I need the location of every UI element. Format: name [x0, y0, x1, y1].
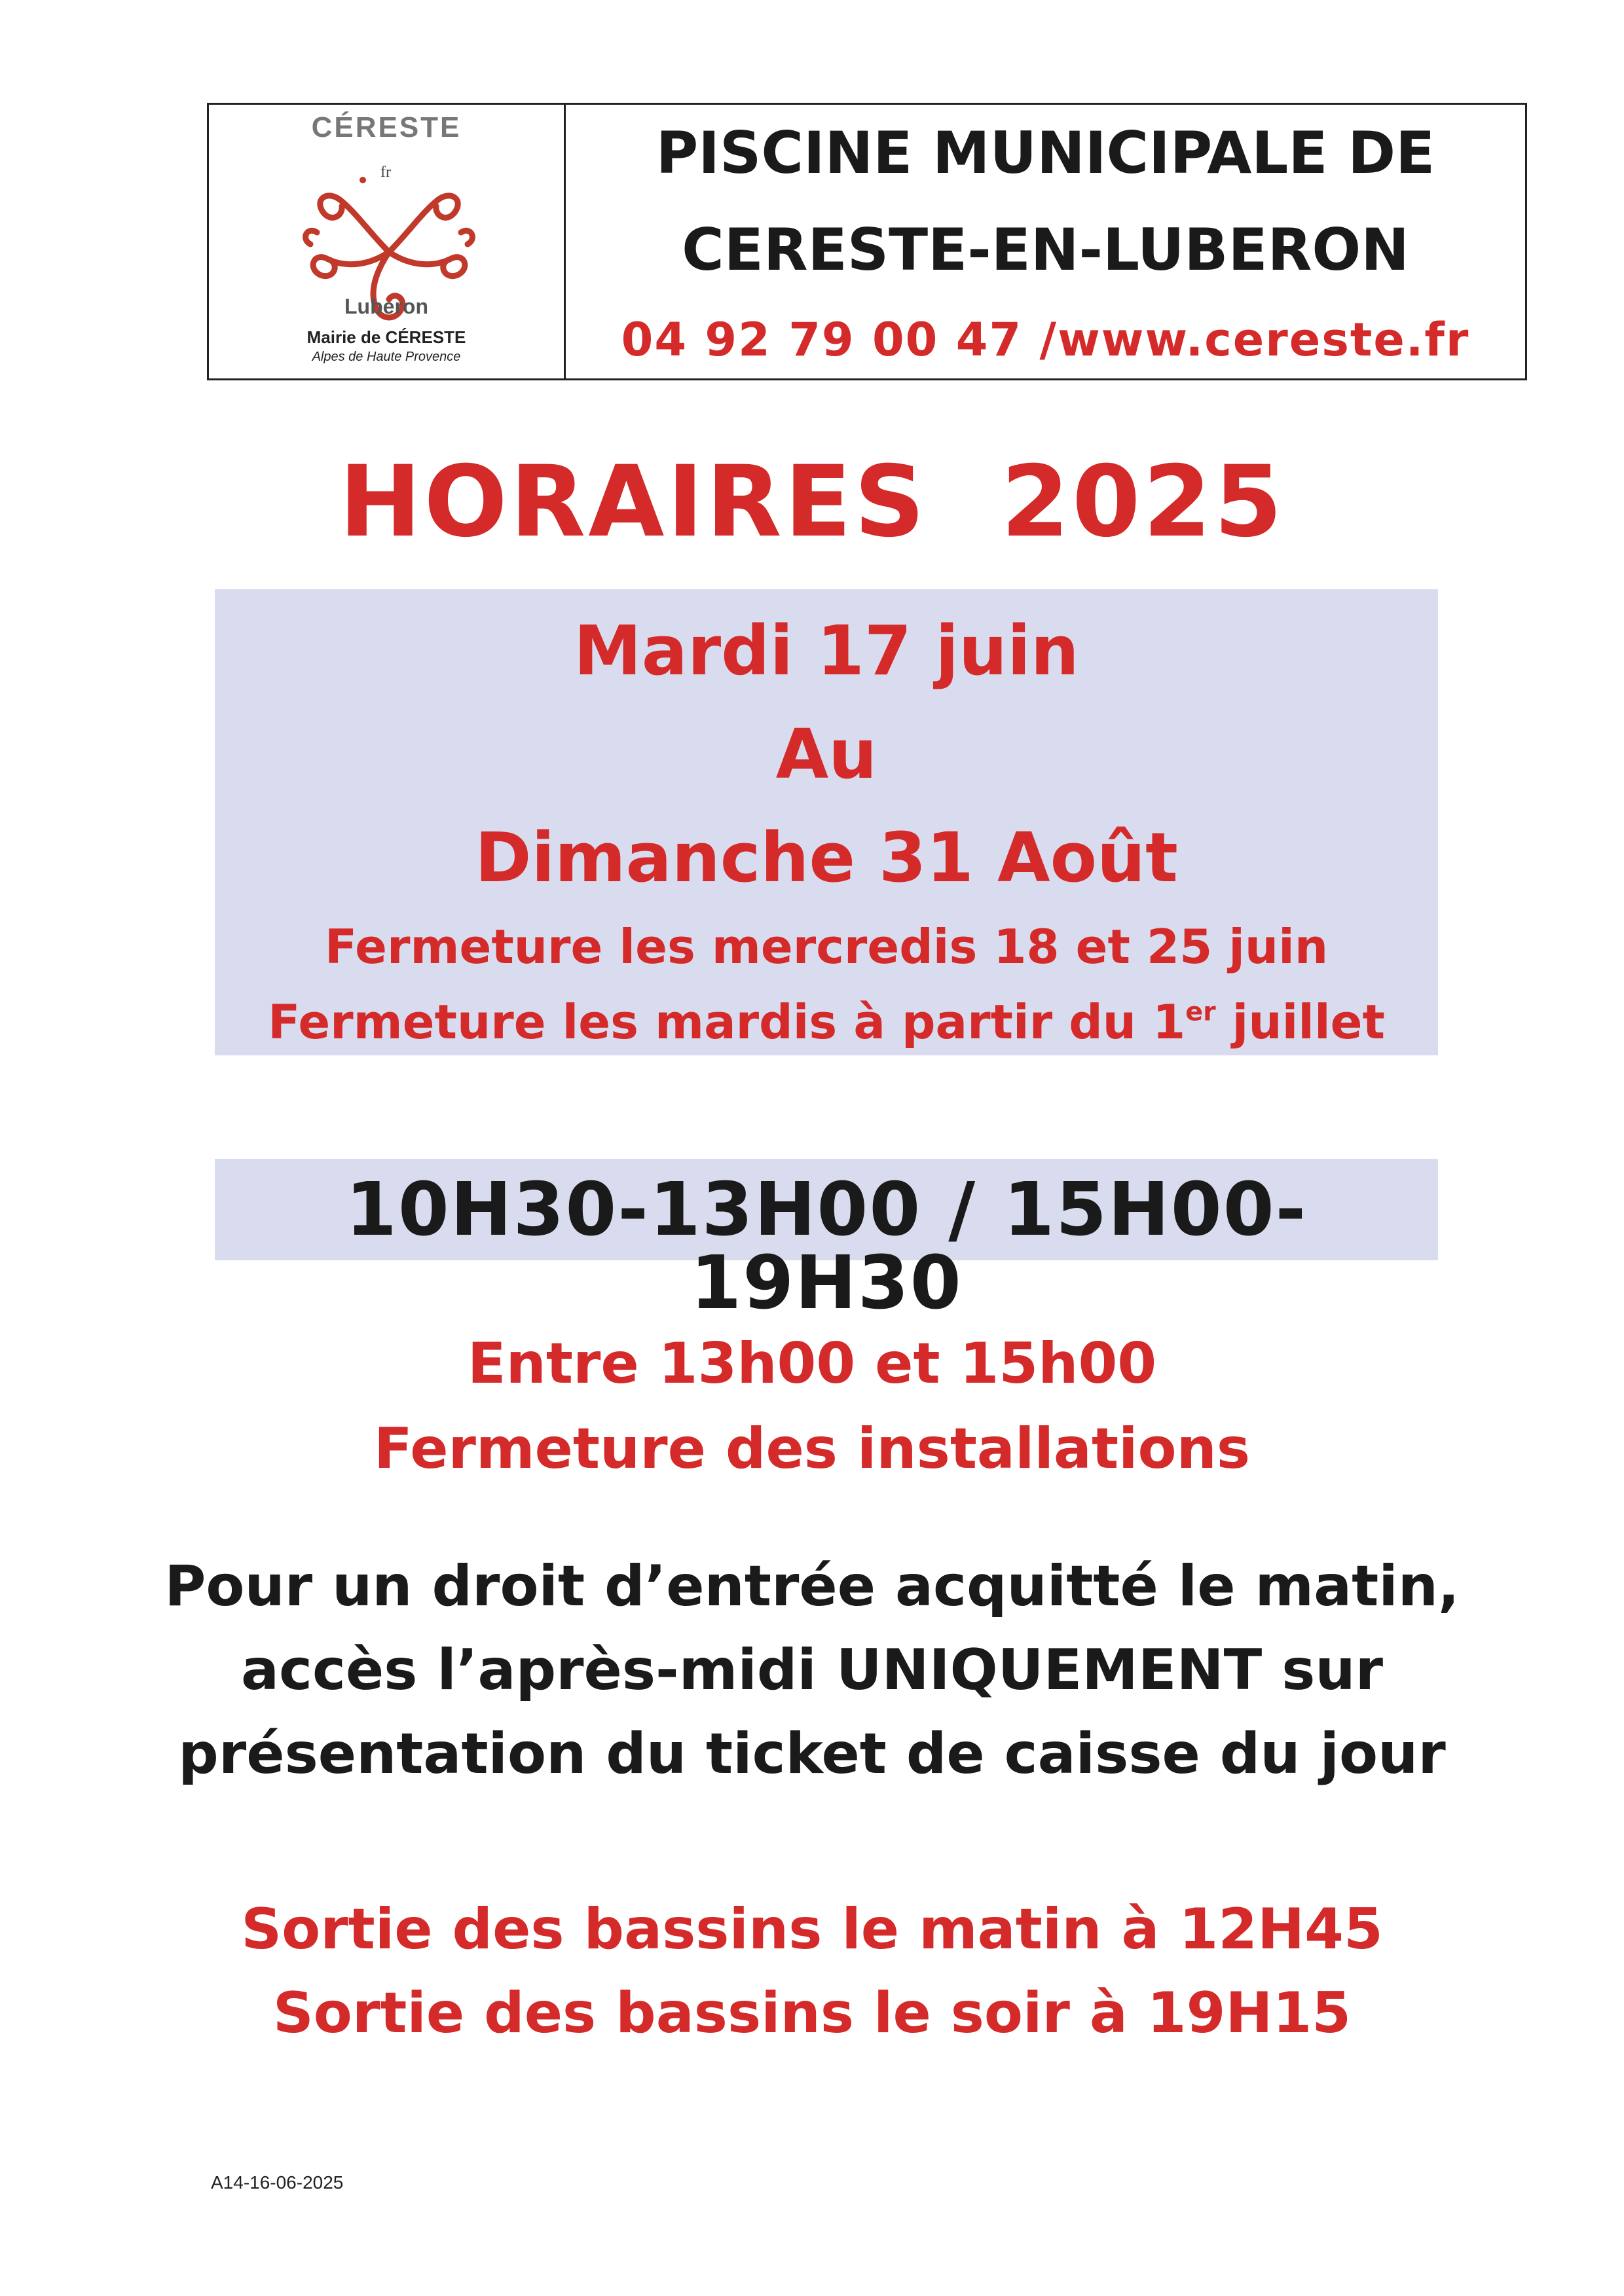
header-title-line1: PISCINE MUNICIPALE DE — [655, 119, 1435, 187]
logo-title: CÉRESTE — [311, 111, 462, 143]
period-separator: Au — [775, 714, 877, 794]
period-end: Dimanche 31 Août — [475, 818, 1178, 898]
contact-line: 04 92 79 00 47 /www.cereste.fr — [621, 313, 1470, 367]
header-box — [207, 103, 1527, 380]
closure-tuesdays-prefix: Fermeture les mardis à partir du 1 — [268, 994, 1186, 1049]
logo-region: Alpes de Haute Provence — [312, 350, 461, 364]
closure-wednesdays: Fermeture les mercredis 18 et 25 juin — [324, 919, 1329, 974]
period-start: Mardi 17 juin — [574, 611, 1079, 691]
midday-line1: Entre 13h00 et 15h00 — [467, 1331, 1157, 1396]
logo-subtitle: Luberon — [344, 295, 428, 318]
midday-line2: Fermeture des installations — [373, 1416, 1251, 1482]
logo-mairie: Mairie de CÉRESTE — [306, 327, 466, 347]
page-title: HORAIRES 2025 — [339, 445, 1285, 559]
closure-tuesdays-suffix: juillet — [1215, 994, 1385, 1049]
period-band — [215, 589, 1438, 1055]
opening-hours: 10H30-13H00 / 15H00-19H30 — [345, 1167, 1308, 1326]
closure-tuesdays — [215, 994, 1438, 1049]
document-reference: A14-16-06-2025 — [211, 2172, 344, 2193]
logo-fr: fr — [380, 164, 391, 181]
town-logo — [209, 105, 566, 378]
ticket-info-line3: présentation du ticket de caisse du jour — [178, 1721, 1446, 1787]
closure-tuesdays-sup: er — [1185, 996, 1216, 1027]
ticket-info-line1: Pour un droit d’entrée acquitté le matin, — [164, 1554, 1460, 1619]
occitan-cross-icon — [278, 154, 500, 357]
header-title-line2: CERESTE-EN-LUBERON — [682, 216, 1409, 283]
exit-morning: Sortie des bassins le matin à 12H45 — [241, 1897, 1383, 1962]
ticket-info-line2: accès l’après-midi UNIQUEMENT sur — [240, 1637, 1384, 1703]
hours-band — [215, 1159, 1438, 1326]
exit-evening: Sortie des bassins le soir à 19H15 — [272, 1980, 1352, 2046]
header-title-cell — [566, 105, 1525, 378]
